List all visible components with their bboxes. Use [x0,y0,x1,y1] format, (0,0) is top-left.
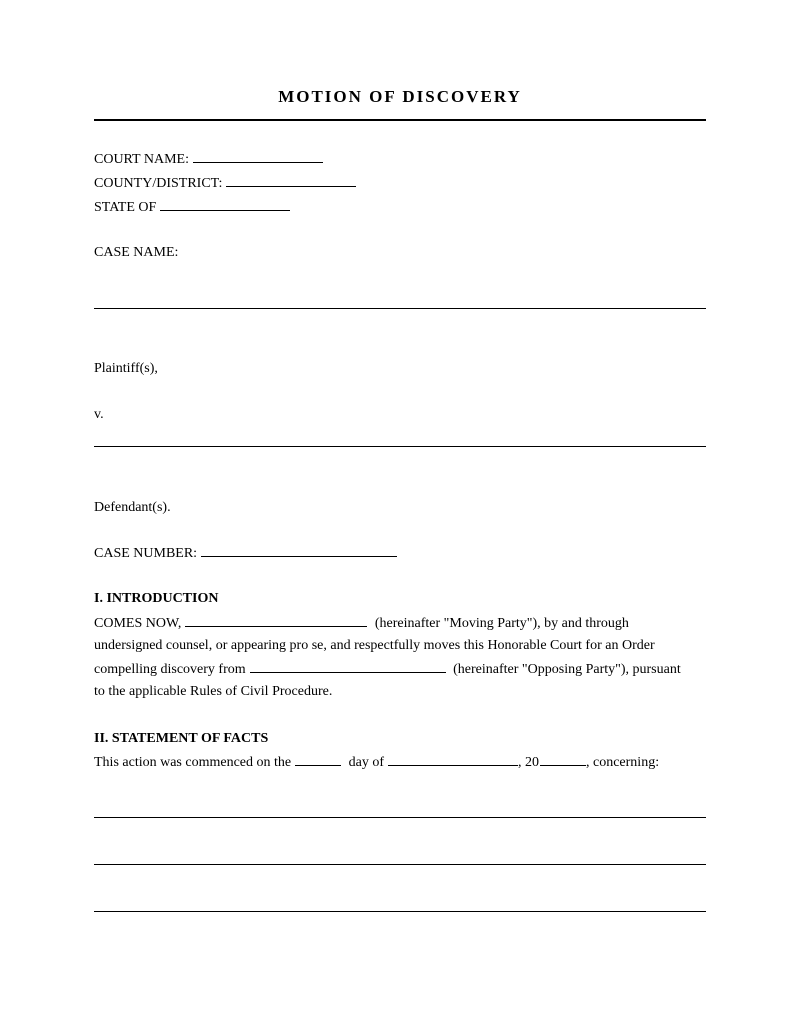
introduction-line-1 [94,614,629,633]
statement-of-facts-heading: II. STATEMENT OF FACTS [94,731,269,746]
facts-blank-line-3[interactable] [94,911,706,912]
case-name-blank-line[interactable] [94,308,706,309]
court-name-blank[interactable] [193,150,323,163]
moving-party-blank[interactable] [185,614,367,627]
state-of-row [94,198,294,217]
year-prefix-text: , 20 [518,755,539,770]
case-name-label: CASE NAME: [94,245,179,260]
day-of-text: day of [348,755,384,770]
comes-now-text: COMES NOW, [94,616,182,631]
defendant-blank-line[interactable] [94,446,706,447]
commenced-text: This action was commenced on the [94,755,292,770]
state-of-blank[interactable] [160,198,290,211]
state-of-label: STATE OF [94,200,157,215]
plaintiff-label: Plaintiff(s), [94,361,158,376]
case-number-row [94,544,401,563]
court-name-row [94,150,327,169]
introduction-line-2: undersigned counsel, or appearing pro se, and respectfully moves this Honorable Court for an Order [94,638,655,653]
opposing-party-text: (hereinafter "Opposing Party"), pursuant [453,662,681,677]
compelling-text: compelling discovery from [94,662,246,677]
facts-blank-line-2[interactable] [94,864,706,865]
day-blank[interactable] [295,753,341,766]
title-divider [94,119,706,121]
statement-of-facts-line [94,753,659,772]
moving-party-text: (hereinafter "Moving Party"), by and through [374,616,629,631]
versus-label: v. [94,407,104,422]
county-district-blank[interactable] [226,174,356,187]
opposing-party-blank[interactable] [250,660,446,673]
county-district-label: COUNTY/DISTRICT: [94,176,223,191]
facts-blank-line-1[interactable] [94,817,706,818]
court-name-label: COURT NAME: [94,152,189,167]
introduction-heading: I. INTRODUCTION [94,591,219,606]
defendant-label: Defendant(s). [94,500,171,515]
county-district-row [94,174,360,193]
document-title: MOTION OF DISCOVERY [278,87,522,106]
month-blank[interactable] [388,753,518,766]
introduction-line-3 [94,660,681,679]
concerning-text: , concerning: [586,755,660,770]
year-blank[interactable] [540,753,586,766]
case-number-blank[interactable] [201,544,397,557]
introduction-line-4: to the applicable Rules of Civil Procedure. [94,684,333,699]
case-number-label: CASE NUMBER: [94,546,198,561]
